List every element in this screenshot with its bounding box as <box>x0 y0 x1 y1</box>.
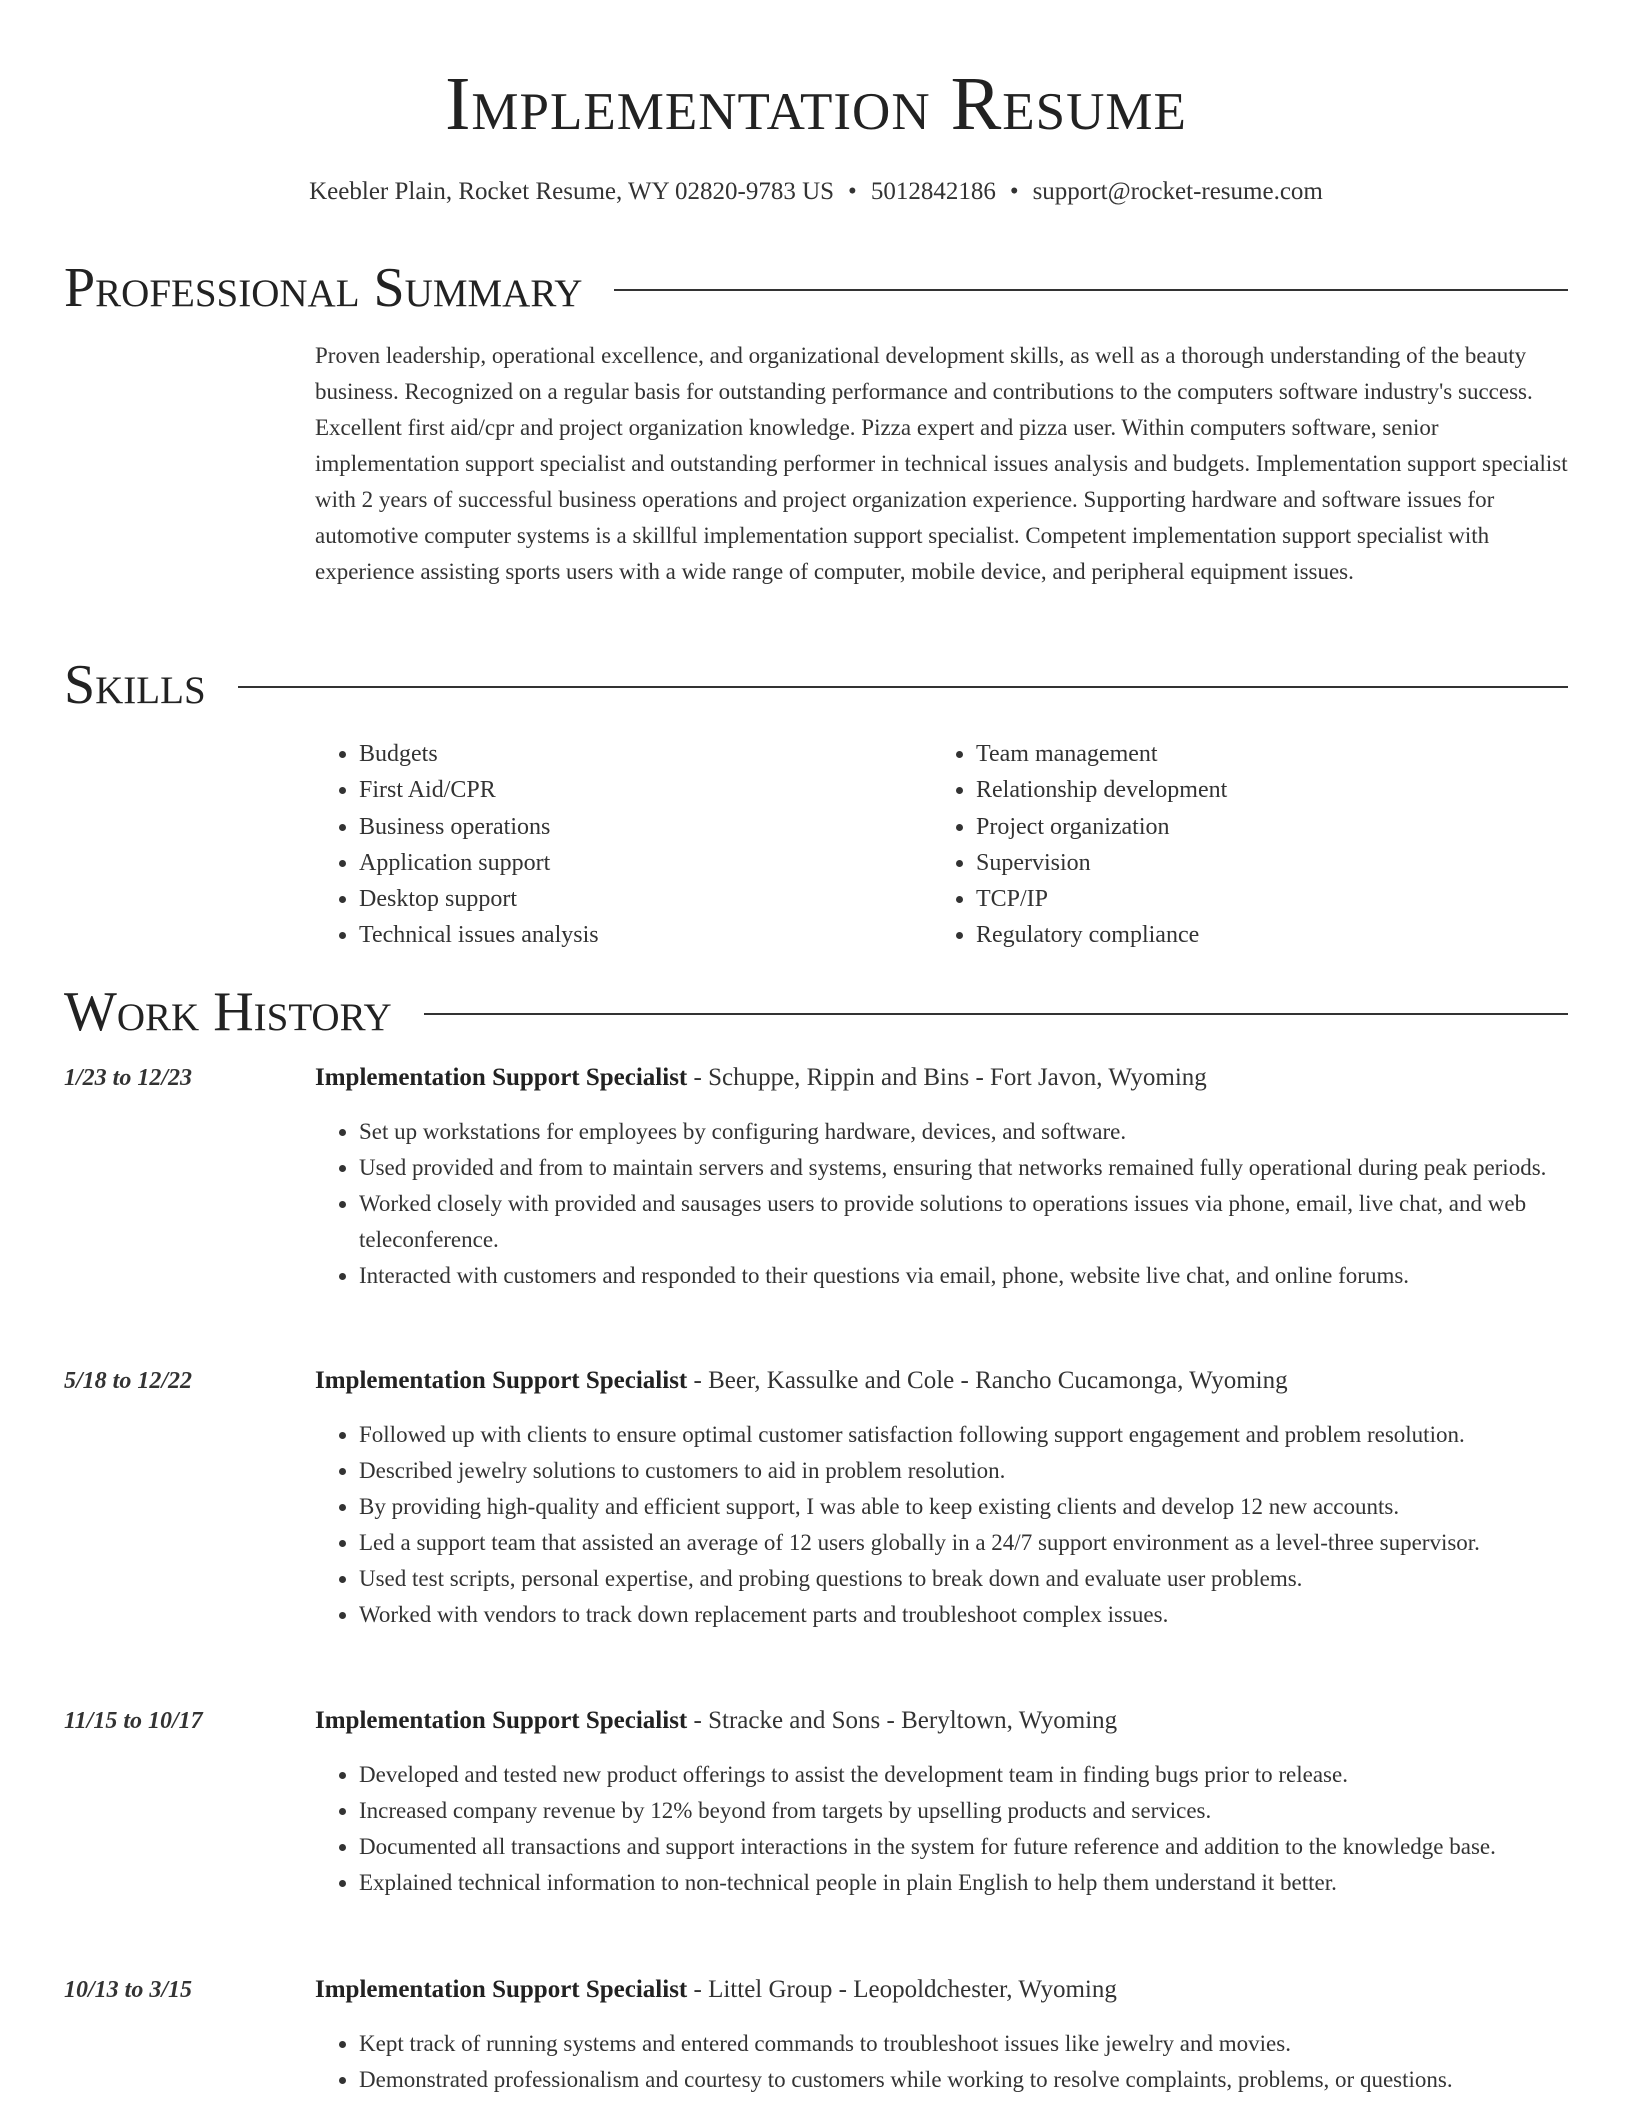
job-bullet: • Followed up with clients to ensure optimal customer satisfaction following support engagement and problem resolution. <box>359 1417 1568 1453</box>
skills-list-right <box>932 736 1576 954</box>
job-header <box>315 1060 1568 1096</box>
skill-item: • Desktop support <box>359 881 919 917</box>
job-details: - Schuppe, Rippin and Bins - Fort Javon, Wyoming <box>687 1064 1207 1091</box>
contact-address: Keebler Plain, Rocket Resume, WY 02820-9783 US <box>309 178 835 205</box>
job-role: Implementation Support Specialist <box>315 1976 688 2003</box>
skill-item: • First Aid/CPR <box>359 772 919 808</box>
skill-item: • Business operations <box>359 809 919 845</box>
section-divider <box>424 1013 1568 1015</box>
skill-item: • Regulatory compliance <box>976 917 1576 953</box>
summary-text: Proven leadership, operational excellence, and organizational development skills, as well as a thorough understanding of the beauty business. Recognized on a regular basis for outstanding performance and contributions to the computers software industry's success. Excellent first aid/cpr and project organization knowledge. Pizza expert and pizza user. Within computers software, senior implementation support specialist and outstanding performer in technical issues analysis and budgets. Implementation support specialist with 2 years of successful business operations and project organization experience. Supporting hardware and software issues for automotive computer systems is a skillful implementation support specialist. Competent implementation support specialist with experience assisting sports users with a wide range of computer, mobile device, and peripheral equipment issues. <box>315 343 1568 584</box>
contact-line <box>0 176 1632 208</box>
job-header <box>315 1972 1568 2008</box>
work-section-header <box>64 982 1568 1042</box>
section-divider <box>614 289 1568 291</box>
job-bullet: • By providing high-quality and efficient support, I was able to keep existing clients and develop 12 new accounts. <box>359 1489 1568 1525</box>
contact-email: support@rocket-resume.com <box>1032 178 1323 205</box>
job-header <box>315 1363 1568 1399</box>
contact-phone: 5012842186 <box>870 178 996 205</box>
skill-item: • Technical issues analysis <box>359 917 919 953</box>
skill-item: • Budgets <box>359 736 919 772</box>
job-bullet: • Worked with vendors to track down replacement parts and troubleshoot complex issues. <box>359 1597 1568 1633</box>
job-bullet: • Documented all transactions and support interactions in the system for future reference and addition to the knowledge base. <box>359 1829 1568 1865</box>
job-role: Implementation Support Specialist <box>315 1064 688 1091</box>
skill-item: • Supervision <box>976 845 1576 881</box>
job-bullet: • Developed and tested new product offerings to assist the development team in finding bugs prior to release. <box>359 1757 1568 1793</box>
skills-section-header <box>64 655 1568 715</box>
job-dates: 10/13 to 3/15 <box>64 1977 193 2003</box>
skill-item: • Relationship development <box>976 772 1576 808</box>
job-role: Implementation Support Specialist <box>315 1367 688 1394</box>
job-bullet: • Described jewelry solutions to customers to aid in problem resolution. <box>359 1453 1568 1489</box>
job-bullet: • Led a support team that assisted an average of 12 users globally in a 24/7 support environment as a level-three supervisor. <box>359 1525 1568 1561</box>
job-bullet: • Explained technical information to non-technical people in plain English to help them understand it better. <box>359 1865 1568 1901</box>
job-dates: 1/23 to 12/23 <box>64 1065 193 1091</box>
job-header <box>315 1703 1568 1739</box>
job-bullets <box>315 2026 1568 2098</box>
job-role: Implementation Support Specialist <box>315 1707 688 1734</box>
skill-item: • Project organization <box>976 809 1576 845</box>
job-details: - Stracke and Sons - Beryltown, Wyoming <box>687 1707 1118 1734</box>
skill-item: • TCP/IP <box>976 881 1576 917</box>
job-dates: 11/15 to 10/17 <box>64 1708 203 1734</box>
work-heading: Work History <box>64 981 392 1043</box>
job-bullets <box>315 1114 1568 1294</box>
job-details: - Littel Group - Leopoldchester, Wyoming <box>687 1976 1117 2003</box>
job-bullet: • Kept track of running systems and entered commands to troubleshoot issues like jewelry and movies. <box>359 2026 1568 2062</box>
contact-separator: • <box>1009 178 1019 205</box>
summary-heading: Professional Summary <box>64 257 583 319</box>
job-bullets <box>315 1757 1568 1901</box>
job-bullet: • Interacted with customers and responded to their questions via email, phone, website live chat, and online forums. <box>359 1258 1568 1294</box>
job-bullet: • Demonstrated professionalism and courtesy to customers while working to resolve complaints, problems, or questions. <box>359 2062 1568 2098</box>
job-bullet: • Set up workstations for employees by configuring hardware, devices, and software. <box>359 1114 1568 1150</box>
summary-section-header <box>64 258 1568 318</box>
resume-name: Implementation Resume <box>445 62 1187 146</box>
contact-separator: • <box>848 178 857 205</box>
skill-item: • Application support <box>359 845 919 881</box>
job-details: - Beer, Kassulke and Cole - Rancho Cucamonga, Wyoming <box>687 1367 1288 1394</box>
skills-list-left <box>315 736 919 954</box>
job-bullet: • Used test scripts, personal expertise, and probing questions to break down and evaluate user problems. <box>359 1561 1568 1597</box>
section-divider <box>238 686 1568 688</box>
skill-item: • Team management <box>976 736 1576 772</box>
job-dates: 5/18 to 12/22 <box>64 1368 193 1394</box>
job-bullets <box>315 1417 1568 1633</box>
job-bullet: • Worked closely with provided and sausages users to provide solutions to operations issues via phone, email, live chat, and web teleconference. <box>359 1186 1568 1258</box>
job-bullet: • Used provided and from to maintain servers and systems, ensuring that networks remained fully operational during peak periods. <box>359 1150 1568 1186</box>
skills-heading: Skills <box>64 654 206 716</box>
job-bullet: • Increased company revenue by 12% beyond from targets by upselling products and services. <box>359 1793 1568 1829</box>
